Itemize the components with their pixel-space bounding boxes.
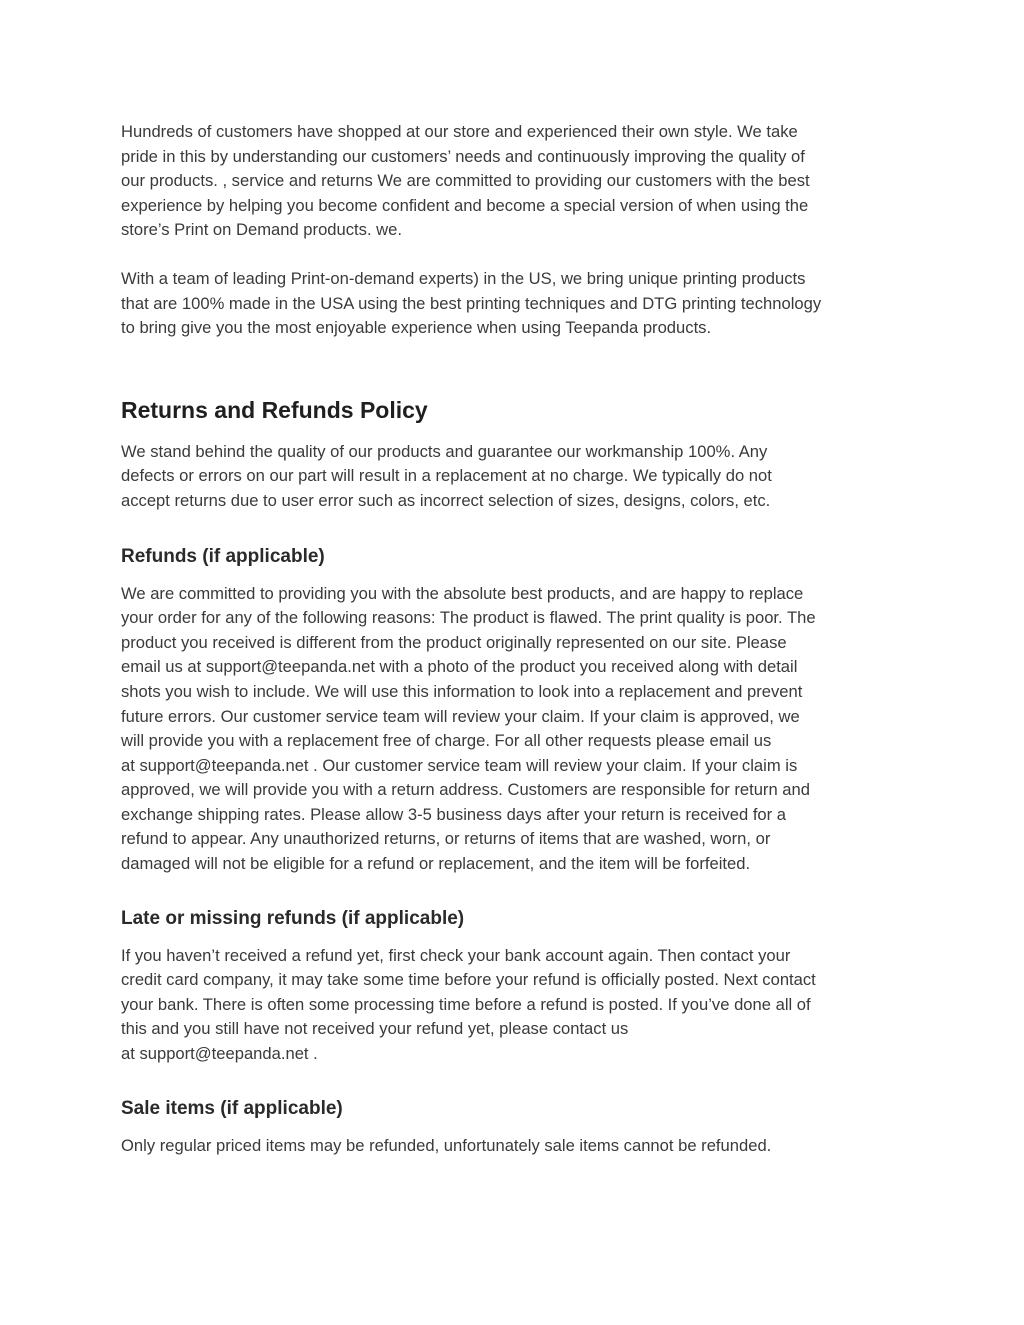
heading-gap: [121, 1122, 911, 1134]
intro-paragraph-2: With a team of leading Print-on-demand experts) in the US, we bring unique printing products that are 100% made in the USA using the best printing techniques and DTG printing technology to bring give you the most enjoyable experience when using Teepanda products.: [121, 268, 822, 338]
heading-gap: [121, 932, 911, 944]
section-gap: [121, 877, 911, 906]
section-gap: [121, 514, 911, 544]
refunds-heading: Refunds (if applicable): [121, 545, 325, 567]
late-missing-paragraph: If you haven’t received a refund yet, first check your bank account again. Then contact your credit card company, it may take some time before your refund is officially posted. Next contact your bank. There is often some processing time before a refund is posted. If you’ve done all of this and you still have not received your refund yet, please contact us at support@teepanda.net .: [121, 945, 816, 1064]
heading-gap: [121, 425, 911, 440]
document-page: [121, 120, 911, 1158]
heading-gap: [121, 570, 911, 582]
section-gap: [121, 1067, 911, 1096]
paragraph-gap: [121, 243, 911, 267]
intro-paragraph-1: Hundreds of customers have shopped at our store and experienced their own style. We take pride in this by understanding our customers’ needs and continuously improving the quality of our products. , service and returns We are committed to providing our customers with the best experience by helping you become confident and become a special version of when using the store’s Print on Demand products. we.: [121, 122, 810, 240]
sale-items-heading: Sale items (if applicable): [121, 1097, 343, 1119]
sale-items-paragraph: Only regular priced items may be refunded, unfortunately sale items cannot be refunded.: [121, 1135, 772, 1155]
late-missing-heading: Late or missing refunds (if applicable): [121, 907, 465, 929]
section-gap: [121, 341, 911, 395]
returns-policy-paragraph: We stand behind the quality of our products and guarantee our workmanship 100%. Any defects or errors on our part will result in a replacement at no charge. We typically do not accept returns due to user error such as incorrect selection of sizes, designs, colors, etc.: [121, 441, 772, 510]
returns-policy-heading: Returns and Refunds Policy: [121, 396, 428, 423]
refunds-paragraph: We are committed to providing you with the absolute best products, and are happy to replace your order for any of the following reasons: The product is flawed. The print quality is poor. The product you received is different from the product originally represented on our site. Please email us at support@teepanda.net with a photo of the product you received along with detail shots you wish to include. We will use this information to look into a replacement and prevent future errors. Our customer service team will review your claim. If your claim is approved, we will provide you with a replacement free of charge. For all other requests please email us at support@teepanda.net . Our customer service team will review your claim. If your claim is approved, we will provide you with a return address. Customers are responsible for return and exchange shipping rates. Please allow 3-5 business days after your return is received for a refund to appear. Any unauthorized returns, or returns of items that are washed, worn, or damaged will not be eligible for a refund or replacement, and the item will be forfeited.: [121, 583, 816, 874]
